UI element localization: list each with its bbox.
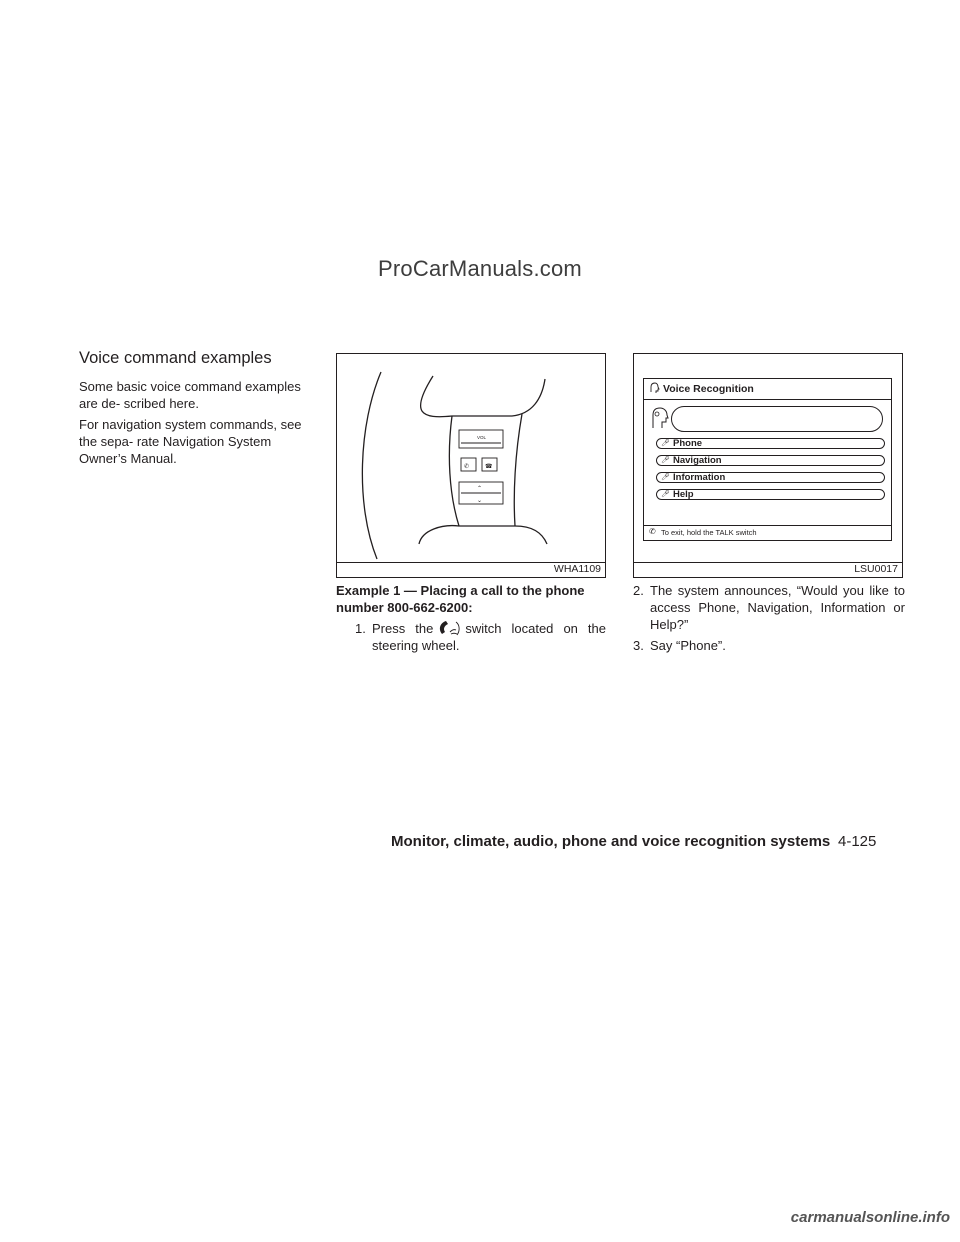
step-text: The system announces, “Would you like to access Phone, Navigation, Information or Help?” xyxy=(650,583,905,632)
watermark-bottom: carmanualsonline.info xyxy=(790,1209,950,1226)
menu-item-information[interactable] xyxy=(656,472,885,483)
menu-item-label: Phone xyxy=(673,438,703,449)
screen-header xyxy=(644,379,891,400)
step-3 xyxy=(633,637,905,654)
menu-item-navigation[interactable] xyxy=(656,455,885,466)
svg-text:⌄: ⌄ xyxy=(477,498,483,504)
voice-head-icon xyxy=(649,382,661,394)
steering-wheel-illustration xyxy=(337,354,605,577)
section-title: Voice command examples xyxy=(79,349,272,367)
step-2 xyxy=(633,582,905,633)
step-text-before: Press the xyxy=(372,621,434,636)
watermark-top: ProCarManuals.com xyxy=(378,256,582,281)
page-number: 4-125 xyxy=(838,833,877,850)
screen-footer xyxy=(644,525,891,540)
svg-text:☎: ☎ xyxy=(485,464,493,470)
step-number: 1. xyxy=(355,621,366,636)
step-number: 3. xyxy=(633,638,644,653)
talk-switch-icon: ✆ xyxy=(649,527,656,536)
talk-switch-icon xyxy=(436,620,462,636)
step-number: 2. xyxy=(633,583,644,598)
mic-icon: 🎤︎ xyxy=(661,440,670,447)
example-heading: Example 1 — Placing a call to the phone number 800-662-6200: xyxy=(336,583,585,615)
step-text-after: switch located on the steering wheel. xyxy=(372,621,607,653)
svg-text:✆: ✆ xyxy=(464,464,470,470)
step-1 xyxy=(355,620,606,654)
figure-code: WHA1109 xyxy=(553,563,601,575)
svg-text:VOL: VOL xyxy=(477,435,487,440)
steering-wheel-figure xyxy=(336,353,606,578)
svg-text:⌃: ⌃ xyxy=(477,486,483,492)
step-text: Say “Phone”. xyxy=(650,638,726,653)
speech-bubble xyxy=(671,406,883,432)
menu-item-phone[interactable] xyxy=(656,438,885,449)
step-text xyxy=(355,620,606,654)
figure-code: LSU0017 xyxy=(854,563,898,575)
menu-item-help[interactable] xyxy=(656,489,885,500)
voice-recognition-figure xyxy=(633,353,903,578)
intro-paragraph: Some basic voice command examples are de- scribed here. xyxy=(79,379,301,411)
exit-hint: To exit, hold the TALK switch xyxy=(661,528,757,537)
menu-item-label: Navigation xyxy=(673,455,722,466)
mic-icon: 🎤︎ xyxy=(661,457,670,464)
voice-head-icon xyxy=(650,406,670,430)
voice-recognition-screen xyxy=(643,378,892,541)
menu-item-label: Information xyxy=(673,472,726,483)
mic-icon: 🎤︎ xyxy=(661,491,670,498)
navigation-note-paragraph: For navigation system commands, see the sepa- rate Navigation System Owner’s Manual. xyxy=(79,417,302,466)
chapter-title: Monitor, climate, audio, phone and voice recognition systems xyxy=(391,833,831,850)
mic-icon: 🎤︎ xyxy=(661,474,670,481)
screen-title: Voice Recognition xyxy=(663,383,754,395)
menu-item-label: Help xyxy=(673,489,694,500)
